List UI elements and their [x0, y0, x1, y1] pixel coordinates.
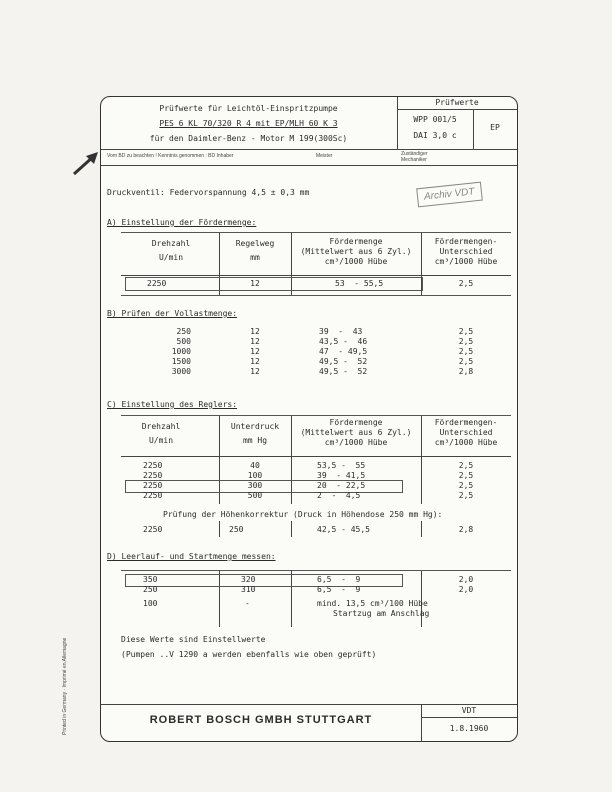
- c-col-header-speed-unit: U/min: [148, 436, 174, 445]
- b-delivery: 39 - 43: [319, 327, 363, 336]
- a-row-delivery: 53 - 55,5: [335, 279, 384, 288]
- b-speed: 250: [176, 327, 191, 336]
- c-col-header-speed: Drehzahl: [141, 422, 181, 431]
- d-diff: 2,0: [458, 575, 474, 584]
- header-right-label: Prüfwerte: [435, 98, 479, 107]
- c-speed: 2250: [143, 491, 163, 500]
- pressure-valve-note: Druckventil: Federvorspannung 4,5 ± 0,3 mm: [107, 188, 310, 197]
- col-header-travel-unit: mm: [250, 253, 260, 262]
- test-sheet: [100, 96, 518, 742]
- sign-row-1: Vom BD zu beachten ! Kenntnis genommen : BD Inhaber: [107, 153, 234, 159]
- d-diff: 2,0: [458, 585, 474, 594]
- footer-date: 1.8.1960: [449, 724, 489, 733]
- b-diff: 2,8: [458, 367, 474, 376]
- b-diff: 2,5: [458, 357, 474, 366]
- d-speed: 350: [143, 575, 158, 584]
- section-c-table: [121, 415, 511, 504]
- b-speed: 1500: [171, 357, 191, 366]
- altitude-row: [121, 525, 511, 539]
- c-delivery: 53,5 - 55: [317, 461, 366, 470]
- arrow-marker-icon: [70, 150, 100, 178]
- altitude-title: Prüfung der Höhenkorrektur (Druck in Höhendose 250 mm Hg):: [163, 510, 443, 519]
- d-delivery: 6,5 - 9: [317, 575, 361, 584]
- col-header-delivery-unit: cm³/1000 Hübe: [324, 257, 388, 266]
- c-vacuum: 300: [247, 481, 263, 490]
- c-col-header-diff: Fördermengen-: [434, 418, 498, 427]
- col-header-diff: Fördermengen-: [434, 237, 498, 246]
- d-start-delivery-2: Startzug am Anschlag: [333, 609, 430, 618]
- section-a-title: A) Einstellung der Fördermenge:: [107, 218, 257, 227]
- c-delivery: 20 - 22,5: [317, 481, 366, 490]
- col-header-diff-unit: cm³/1000 Hübe: [434, 257, 498, 266]
- b-diff: 2,5: [458, 327, 474, 336]
- col-header-speed-unit: U/min: [158, 253, 184, 262]
- header-ref-2: DAI 3,0 c: [413, 131, 457, 140]
- d-delivery: 6,5 - 9: [317, 585, 361, 594]
- c-col-header-diff-unit: cm³/1000 Hübe: [434, 438, 498, 447]
- b-travel: 12: [250, 337, 260, 346]
- b-speed: 1000: [171, 347, 191, 356]
- b-travel: 12: [250, 367, 260, 376]
- section-d-table: [121, 570, 511, 641]
- a-row-diff: 2,5: [458, 279, 474, 288]
- col-header-delivery: Fördermenge: [329, 237, 383, 246]
- col-header-delivery-note: (Mittelwert aus 6 Zyl.): [300, 247, 412, 256]
- b-diff: 2,5: [458, 347, 474, 356]
- c-delivery: 39 - 41,5: [317, 471, 366, 480]
- alt-vacuum: 250: [229, 525, 244, 534]
- d-start-vacuum: -: [245, 599, 250, 608]
- alt-delivery: 42,5 - 45,5: [317, 525, 370, 534]
- b-delivery: 49,5 - 52: [319, 357, 368, 366]
- c-col-header-vacuum: Unterdruck: [230, 422, 280, 431]
- c-vacuum: 500: [247, 491, 263, 500]
- notes-line-2: (Pumpen ..V 1290 a werden ebenfalls wie oben geprüft): [121, 650, 377, 659]
- section-d-title: D) Leerlauf- und Startmenge messen:: [107, 552, 276, 561]
- header-title-line3: für den Daimler-Benz - Motor M 199(300Sc): [149, 134, 348, 143]
- d-speed: 250: [143, 585, 158, 594]
- b-speed: 3000: [171, 367, 191, 376]
- b-diff: 2,5: [458, 337, 474, 346]
- header-ref-1: WPP 001/5: [413, 115, 457, 124]
- b-speed: 500: [176, 337, 191, 346]
- c-delivery: 2 - 4,5: [317, 491, 361, 500]
- c-speed: 2250: [143, 461, 163, 470]
- section-a-table: [121, 232, 511, 296]
- header-ref-ep: EP: [490, 123, 500, 132]
- archive-stamp: Archiv VDT: [416, 182, 482, 208]
- a-row-speed: 2250: [147, 279, 167, 288]
- sign-row-2: Meister: [316, 153, 333, 159]
- section-b-title: B) Prüfen der Vollastmenge:: [107, 309, 238, 318]
- b-delivery: 47 - 49,5: [319, 347, 368, 356]
- col-header-travel: Regelweg: [235, 239, 275, 248]
- b-delivery: 43,5 - 46: [319, 337, 368, 346]
- c-col-header-diff-2: Unterschied: [439, 428, 493, 437]
- alt-speed: 2250: [143, 525, 163, 534]
- c-col-header-delivery-unit: cm³/1000 Hübe: [324, 438, 388, 447]
- d-start-delivery-1: mind. 13,5 cm³/100 Hübe: [317, 599, 428, 608]
- sign-row-3: Zuständiger Mechaniker: [401, 151, 428, 163]
- c-diff: 2,5: [458, 491, 474, 500]
- c-vacuum: 40: [250, 461, 260, 470]
- c-speed: 2250: [143, 481, 163, 490]
- c-col-header-delivery: Fördermenge: [329, 418, 383, 427]
- c-diff: 2,5: [458, 461, 474, 470]
- c-diff: 2,5: [458, 471, 474, 480]
- d-vacuum: 310: [241, 585, 256, 594]
- alt-diff: 2,8: [458, 525, 474, 534]
- footer-vdt: VDT: [461, 706, 477, 715]
- header-title-line1: Prüfwerte für Leichtöl-Einspritzpumpe: [159, 104, 338, 113]
- col-header-speed: Drehzahl: [151, 239, 191, 248]
- b-travel: 12: [250, 347, 260, 356]
- notes-line-1: Diese Werte sind Einstellwerte: [121, 635, 266, 644]
- c-vacuum: 100: [247, 471, 263, 480]
- col-header-diff-2: Unterschied: [439, 247, 493, 256]
- section-b-table: [121, 327, 511, 382]
- b-delivery: 49,5 - 52: [319, 367, 368, 376]
- b-travel: 12: [250, 327, 260, 336]
- c-col-header-delivery-note: (Mittelwert aus 6 Zyl.): [300, 428, 412, 437]
- side-print: Printed in Germany · Imprimé en Allemagne: [62, 637, 68, 735]
- section-c-title: C) Einstellung des Reglers:: [107, 400, 238, 409]
- c-diff: 2,5: [458, 481, 474, 490]
- b-travel: 12: [250, 357, 260, 366]
- d-vacuum: 320: [241, 575, 256, 584]
- c-col-header-vacuum-unit: mm Hg: [242, 436, 268, 445]
- d-start-speed: 100: [143, 599, 158, 608]
- company-name: ROBERT BOSCH GMBH STUTTGART: [149, 714, 373, 726]
- header-title-line2: PES 6 KL 70/320 R 4 mit EP/MLH 60 K 3: [159, 119, 338, 128]
- a-row-travel: 12: [250, 279, 260, 288]
- c-speed: 2250: [143, 471, 163, 480]
